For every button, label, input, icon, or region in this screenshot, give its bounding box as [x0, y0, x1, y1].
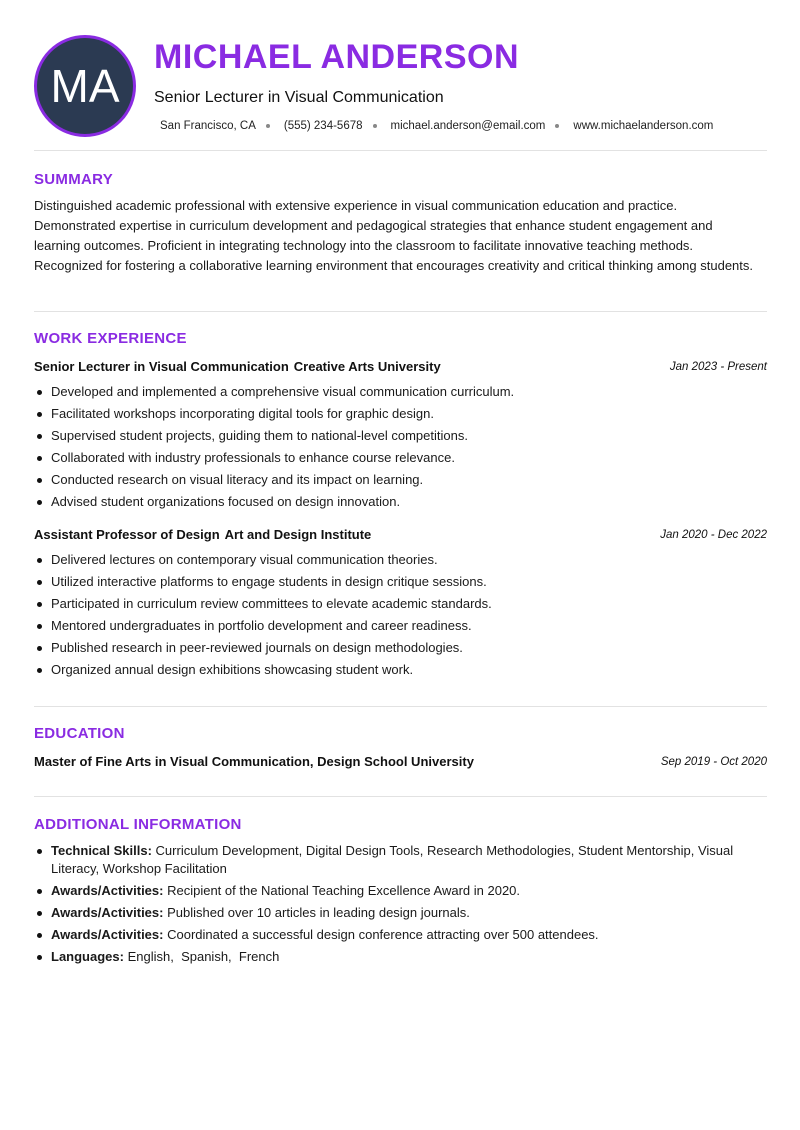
summary-text: Distinguished academic professional with extensive experience in visual communication education and practice. Demonstrated expertise in curriculum development and pedagogical strategies that enhance student engagement and learning outcomes. Proficient in integrating technology into the classroom to facilitate innovative teaching methods. Recognized for fostering a collaborative learning environment that encourages creativity and critical thinking among students. — [34, 198, 754, 273]
info-text: Recipient of the National Teaching Excellence Award in 2020. — [167, 883, 521, 898]
info-item-skills — [34, 842, 756, 878]
job-dates-1: Jan 2023 - Present — [669, 361, 767, 373]
candidate-headline: Senior Lecturer in Visual Communication — [154, 89, 444, 106]
info-text: Curriculum Development, Digital Design Tools, Research Methodologies, Student Mentorship, Visual Literacy, Workshop Facilitation — [51, 843, 734, 876]
info-text: Published over 10 articles in leading design journals. — [167, 905, 470, 920]
list-item: Conducted research on visual literacy and its impact on learning. — [34, 469, 764, 491]
job-title-1 — [34, 359, 441, 374]
section-title-summary: SUMMARY — [34, 171, 114, 188]
info-label: Awards/Activities: — [51, 883, 164, 898]
section-title-experience: WORK EXPERIENCE — [34, 330, 187, 347]
divider — [34, 796, 767, 797]
list-item: Published research in peer-reviewed journals on design methodologies. — [34, 637, 764, 659]
contact-bar — [160, 120, 713, 132]
job-role: Assistant Professor of Design — [34, 527, 220, 542]
divider — [34, 706, 767, 707]
avatar — [34, 35, 136, 137]
contact-email[interactable]: michael.anderson@email.com — [390, 120, 546, 132]
info-item-award — [34, 926, 756, 944]
job-organization: Art and Design Institute — [224, 527, 372, 542]
job-role: Senior Lecturer in Visual Communication — [34, 359, 289, 374]
info-item-award — [34, 882, 756, 900]
job-bullets-1 — [34, 381, 764, 513]
list-item: Advised student organizations focused on design innovation. — [34, 491, 764, 513]
education-dates: Sep 2019 - Oct 2020 — [660, 756, 767, 768]
list-item: Utilized interactive platforms to engage students in design critique sessions. — [34, 571, 764, 593]
contact-phone: (555) 234-5678 — [283, 120, 363, 132]
avatar-initials: MA — [50, 60, 120, 112]
list-item: Developed and implemented a comprehensive visual communication curriculum. — [34, 381, 764, 403]
list-item: Delivered lectures on contemporary visual communication theories. — [34, 549, 764, 571]
list-item: Facilitated workshops incorporating digital tools for graphic design. — [34, 403, 764, 425]
section-title-education: EDUCATION — [34, 725, 125, 742]
info-label: Languages: — [51, 949, 124, 964]
contact-location: San Francisco, CA — [160, 120, 256, 132]
additional-info-list — [34, 842, 756, 970]
candidate-name: MICHAEL ANDERSON — [154, 38, 520, 76]
list-item: Supervised student projects, guiding them to national-level competitions. — [34, 425, 764, 447]
divider — [34, 311, 767, 312]
list-item: Participated in curriculum review committees to elevate academic standards. — [34, 593, 764, 615]
info-label: Technical Skills: — [51, 843, 152, 858]
info-text: English, Spanish, French — [127, 949, 280, 964]
info-item-languages — [34, 948, 756, 966]
job-organization: Creative Arts University — [293, 359, 441, 374]
list-item: Collaborated with industry professionals to enhance course relevance. — [34, 447, 764, 469]
contact-separator — [555, 124, 559, 128]
contact-website[interactable]: www.michaelanderson.com — [573, 120, 714, 132]
contact-separator — [373, 124, 377, 128]
divider — [34, 150, 767, 151]
job-dates-2: Jan 2020 - Dec 2022 — [660, 529, 767, 541]
info-label: Awards/Activities: — [51, 927, 164, 942]
info-label: Awards/Activities: — [51, 905, 164, 920]
contact-separator — [266, 124, 270, 128]
list-item: Organized annual design exhibitions showcasing student work. — [34, 659, 764, 681]
job-title-2 — [34, 527, 371, 542]
list-item: Mentored undergraduates in portfolio development and career readiness. — [34, 615, 764, 637]
section-title-additional: ADDITIONAL INFORMATION — [34, 816, 242, 833]
info-item-award — [34, 904, 756, 922]
education-degree: Master of Fine Arts in Visual Communication, Design School University — [34, 754, 474, 769]
info-text: Coordinated a successful design conference attracting over 500 attendees. — [167, 927, 599, 942]
job-bullets-2 — [34, 549, 764, 681]
